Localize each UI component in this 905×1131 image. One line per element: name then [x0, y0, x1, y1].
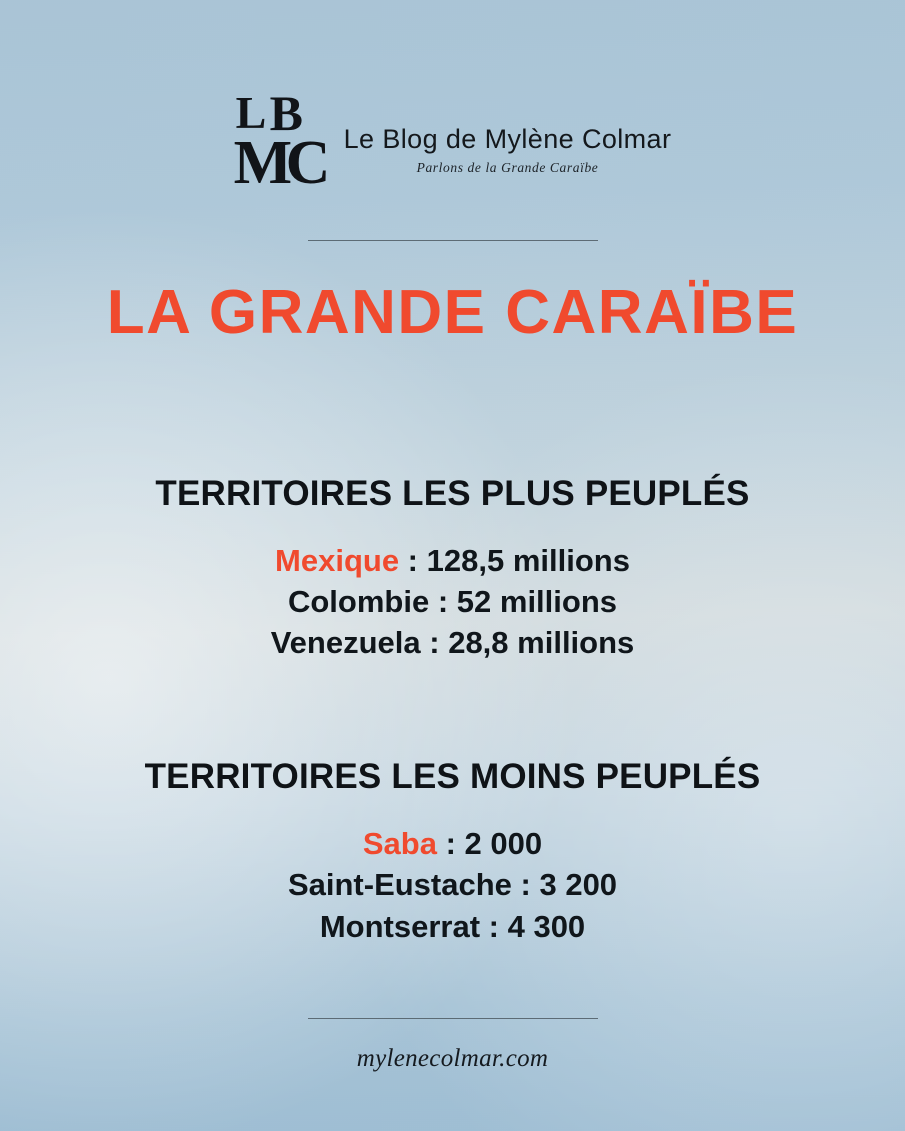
separator: : — [399, 542, 427, 578]
section-most-populated — [0, 474, 905, 664]
brand-text-block — [344, 124, 672, 176]
separator: : — [511, 867, 540, 903]
territory-value: 3 200 — [539, 867, 618, 903]
section-list — [0, 823, 905, 947]
footer-divider — [308, 1018, 598, 1019]
section-list — [0, 540, 905, 664]
monogram-letter-l: L — [235, 87, 267, 138]
territory-value: 28,8 millions — [448, 624, 635, 660]
list-item — [0, 906, 905, 947]
poster-footer — [0, 1018, 905, 1131]
separator: : — [436, 826, 465, 862]
monogram-letter-m: M — [233, 129, 293, 197]
section-least-populated — [0, 757, 905, 947]
territory-value: 2 000 — [464, 826, 543, 862]
section-heading: TERRITOIRES LES PLUS PEUPLÉS — [155, 473, 750, 513]
territory-name: Venezuela — [270, 624, 421, 660]
territory-value: 4 300 — [507, 908, 586, 944]
territory-value: 52 millions — [456, 583, 618, 619]
territory-name: Saint-Eustache — [287, 867, 512, 903]
list-item — [0, 622, 905, 663]
list-item — [0, 540, 905, 581]
territory-name: Montserrat — [319, 908, 481, 944]
section-heading: TERRITOIRES LES MOINS PEUPLÉS — [144, 757, 761, 797]
territory-value: 128,5 millions — [426, 542, 630, 578]
list-item — [0, 864, 905, 905]
list-item — [0, 581, 905, 622]
brand-subtitle: Parlons de la Grande Caraïbe — [416, 160, 599, 175]
brand-title: Le Blog de Mylène Colmar — [343, 124, 672, 154]
monogram-letter-c: C — [285, 129, 331, 197]
monogram-logo — [233, 85, 331, 206]
list-item — [0, 823, 905, 864]
monogram-letter-b: B — [269, 85, 303, 141]
blog-header — [233, 85, 672, 206]
separator: : — [480, 908, 508, 944]
page-title: LA GRANDE CARAÏBE — [106, 278, 799, 347]
website-url[interactable]: mylenecolmar.com — [356, 1045, 549, 1072]
separator: : — [429, 583, 457, 619]
header-divider — [308, 240, 598, 241]
territory-name: Colombie — [287, 583, 430, 619]
separator: : — [420, 624, 449, 660]
territory-name: Saba — [362, 826, 437, 862]
territory-name: Mexique — [275, 542, 400, 578]
